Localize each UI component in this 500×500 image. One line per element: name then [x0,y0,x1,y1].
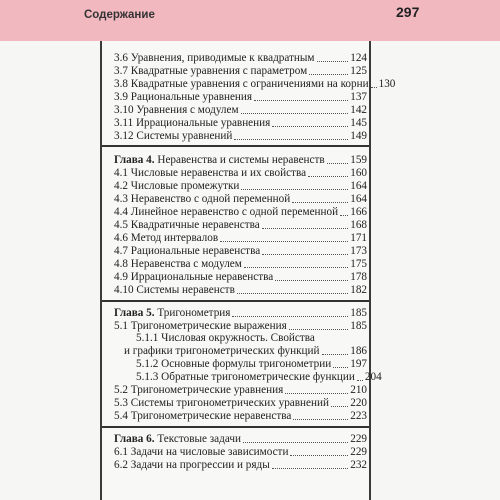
toc-entry: 4.6 Метод интервалов 171 [114,232,367,244]
toc-entry: 3.12 Системы уравнений 149 [114,130,367,142]
toc-entry: 5.1.2 Основные формулы тригонометрии 197 [136,358,367,370]
toc-entry: 4.10 Системы неравенств 182 [114,284,367,296]
toc-entry: 5.1 Тригонометрические выражения 185 [114,320,367,332]
toc-entry: 3.7 Квадратные уравнения с параметром 125 [114,65,367,77]
toc-entry: 5.2 Тригонометрические уравнения 210 [114,384,367,396]
toc-entry: 4.8 Неравенства с модулем 175 [114,258,367,270]
toc-entry: 4.9 Иррациональные неравенства 178 [114,271,367,283]
chapter-heading: Глава 6. Текстовые задачи 229 [114,433,367,445]
toc-entry: 4.3 Неравенство с одной переменной 164 [114,193,367,205]
header-title: Содержание [84,9,155,21]
toc-entry: 5.4 Тригонометрические неравенства 223 [114,410,367,422]
toc-entry: 3.8 Квадратные уравнения с ограничениями на корни 130 [114,78,396,90]
toc-entry: 4.7 Рациональные неравенства 173 [114,245,367,257]
section-divider [102,426,369,428]
chapter-heading: Глава 5. Тригонометрия 185 [114,307,367,319]
toc-entry: 4.1 Числовые неравенства и их свойства 160 [114,167,367,179]
table-of-contents [100,41,396,500]
toc-entry: 6.1 Задачи на числовые зависимости 229 [114,446,367,458]
toc-entry: 5.3 Системы тригонометрических уравнений 220 [114,397,367,409]
section-divider [102,145,369,147]
toc-entry: 3.9 Рациональные уравнения 137 [114,91,367,103]
section-divider [102,300,369,302]
toc-entry: 3.6 Уравнения, приводимые к квадратным 124 [114,52,367,64]
toc-entry: 6.2 Задачи на прогрессии и ряды 232 [114,459,367,471]
toc-entry: 4.2 Числовые промежутки 164 [114,180,367,192]
toc-entry: 3.10 Уравнения с модулем 142 [114,104,367,116]
chapter-heading: Глава 4. Неравенства и системы неравенств 159 [114,154,367,166]
toc-entry-line: 5.1.1 Числовая окружность. Свойства [136,332,315,344]
toc-entry: 4.4 Линейное неравенство с одной переменной 166 [114,206,367,218]
toc-entry: 3.11 Иррациональные уравнения 145 [114,117,367,129]
page-header [0,0,500,41]
toc-entry: 4.5 Квадратичные неравенства 168 [114,219,367,231]
toc-entry: и графики тригонометрических функций 186 [124,345,367,357]
header-page-number: 297 [396,4,420,20]
toc-entry: 5.1.3 Обратные тригонометрические функции 204 [136,371,382,383]
